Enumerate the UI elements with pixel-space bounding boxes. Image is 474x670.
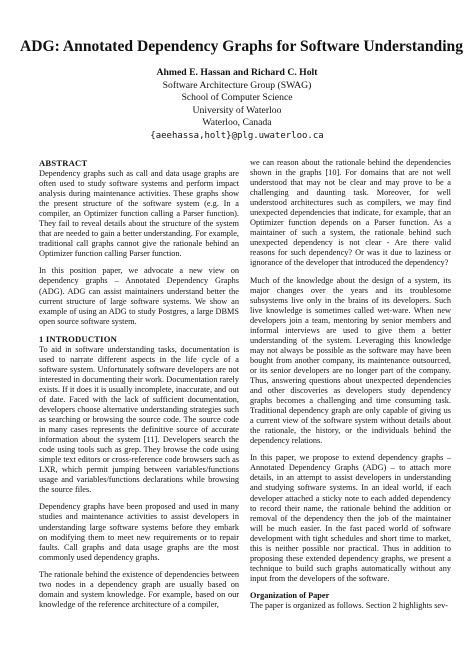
- left-column: [39, 158, 239, 617]
- organization-heading: Organization of Paper: [250, 590, 330, 600]
- intro-paragraph-2: Dependency graphs have been proposed and used in many studies and maintenance activities to assist developers in understanding large software systems before they embark on modifying them to meet new requirements or to repair faults. Call graphs and data usage graphs are the most commonly used dependency graphs.: [39, 502, 239, 562]
- affiliation-location: Waterloo, Canada: [202, 117, 272, 129]
- intro-paragraph-1: To aid in software understanding tasks, documentation is used to narrate different aspects in the life cycle of a software system. Unfortunately software developers are not interested in documenting their work. Documentation rarely exists. If it does it is usually incomplete, inaccurate, and out of date. Faced with the lack of sufficient documentation, developers choose alternative understanding strategies such as searching or browsing the source code. The source code in many cases represents the definitive source of accurate information about the system [11]. Developers search the code using tools such as grep. They browse the code using simple text editors or cross-reference code browsers such as LXR, which permit jumping between variables/functions usage and variables/functions declarations while browsing the source files.: [39, 344, 239, 495]
- right-paragraph-3: In this paper, we propose to extend dependency graphs – Annotated Dependency Graphs (ADG) – to attach more details, in an attempt to assist developers in understanding and studying software systems. In an ideal world, if each developer attached a sticky note to each added dependency to record their name, the rationale behind the addition or removal of the dependency then the job of the maintainer will be much easier. In the fast paced world of software development with tight schedules and short time to market, this is neither possible nor practical. Thus in addition to proposing these extended dependency graphs, we present a technique to build such graphs automatically without any input from the developers of the software.: [250, 453, 451, 583]
- organization-paragraph: The paper is organized as follows. Section 2 highlights sev-: [250, 600, 449, 610]
- abstract-paragraph-2: In this position paper, we advocate a new view on dependency graphs – Annotated Dependency Graphs (ADG). ADG can assist maintainers understand better the current structure of large software systems. We show an example of using an ADG to study Postgres, a large DBMS open source software system.: [39, 266, 239, 326]
- right-paragraph-1: we can reason about the rationale behind the dependencies shown in the graphs [10]. For domains that are not well understood that may not be clear and may prove to be a challenging and daunting task. Moreover, for well understood architectures such as compilers, we may find unexpected dependencies that indicate, for example, that an Optimizer function depends on a Parser function. As a maintainer of such a system, the rationale behind such unexpected dependency is not clear - Are there valid reasons for such dependency? Or was it due to laziness or ignorance of the developer that introduced the dependency?: [250, 158, 451, 268]
- paper-title: ADG: Annotated Dependency Graphs for Software Understanding: [20, 38, 464, 55]
- affiliation-university: University of Waterloo: [192, 104, 282, 116]
- authors: Ahmed E. Hassan and Richard C. Holt: [156, 67, 318, 78]
- intro-paragraph-3: The rationale behind the existence of dependencies between two nodes in a dependency graph are usually based on domain and system knowledge. For example, based on our knowledge of the reference architecture of a compiler,: [39, 569, 239, 609]
- affiliation-school: School of Computer Science: [181, 92, 293, 104]
- author-email: {aeehassa,holt}@plg.uwaterloo.ca: [150, 130, 324, 141]
- introduction-heading: 1 INTRODUCTION: [39, 333, 118, 344]
- right-paragraph-2: Much of the knowledge about the design of a system, its major changes over the years and its troublesome subsystems live only in the brains of its developers. Such live knowledge is sometimes called wet-ware. When new developers join a team, mentoring by senior members and informal interviews are used to give them a better understanding of the system. Leveraging this knowledge may not always be possible as the software may have been bought from another company, its maintenance outsourced, or its senior developers are no longer part of the company. Thus, answering questions about unexpected dependencies and other discoveries as developers study dependency graphs becomes a challenging and time consuming task. Traditional dependency graph are only capable of giving us a current view of the software system without details about the rationale, the history, or the individuals behind the dependency relations.: [250, 275, 451, 446]
- affiliation-group: Software Architecture Group (SWAG): [162, 79, 312, 91]
- abstract-heading: ABSTRACT: [39, 158, 88, 168]
- abstract-paragraph-1: Dependency graphs such as call and data usage graphs are often used to study software systems and perform impact analysis during maintenance activities. These graphs show the present structure of the software system (e.g. In a compiler, an Optimizer function calling a Parser function). They fail to reveal details about the structure of the system that are needed to gain a better understanding. For example, traditional call graphs cannot give the rationale behind an Optimizer function calling Parser function.: [39, 169, 239, 259]
- author-block: [90, 67, 384, 143]
- right-column: [250, 158, 451, 618]
